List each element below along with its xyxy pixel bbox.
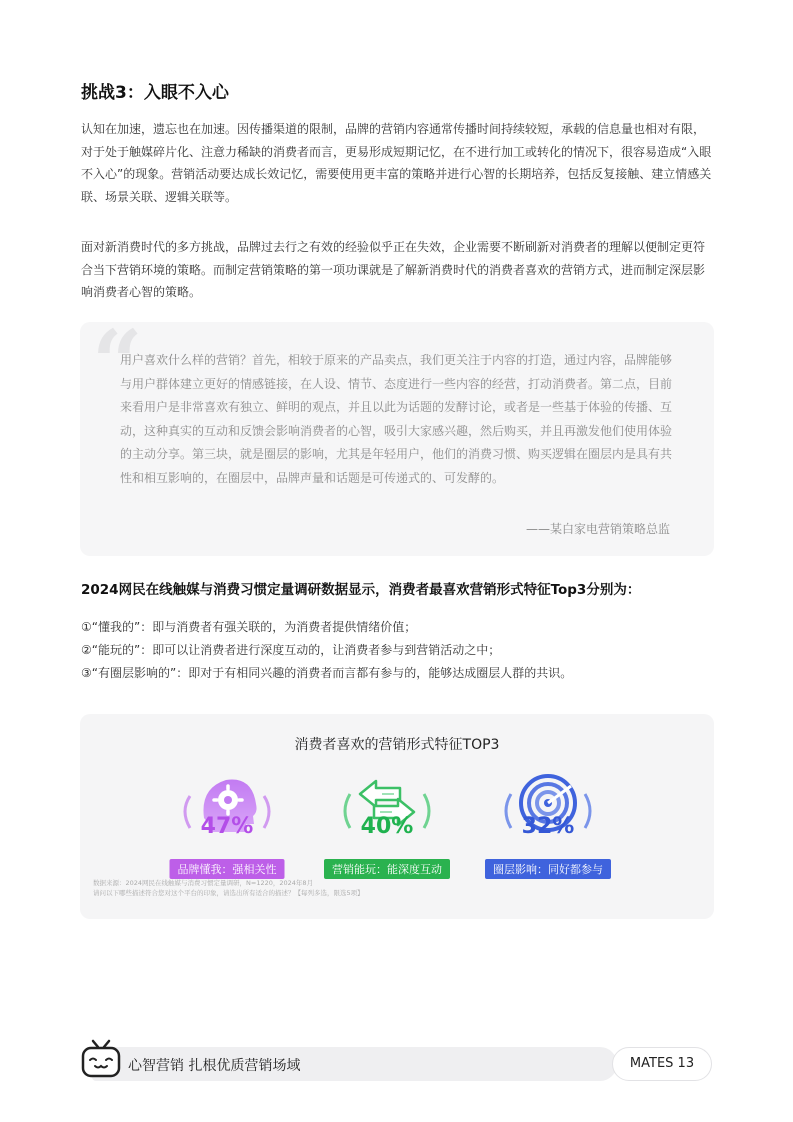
data-source-line-1: 数据来源：2024网民在线触媒与消费习惯定量调研，N=1220，2024年8月 [93, 879, 314, 887]
data-source [93, 878, 364, 898]
feature-3-label: 圈层影响：同好都参与 [485, 859, 611, 879]
feature-item-1 [152, 766, 302, 876]
chart-card [80, 714, 714, 919]
chart-title: 消费者喜欢的营销形式特征TOP3 [294, 737, 500, 753]
survey-headline: 2024网民在线触媒与消费习惯定量调研数据显示，消费者最喜欢营销形式特征Top3分别为： [81, 582, 641, 598]
feature-2-label: 营销能玩：能深度互动 [324, 859, 450, 879]
footer-title: 心智营销 扎根优质营销场域 [128, 1058, 301, 1074]
list-item: ②“能玩的”：即可以让消费者进行深度互动的，让消费者参与到营销活动之中； [81, 643, 501, 657]
data-source-line-2: 请问以下哪些描述符合您对这个平台的印象，请选出所有适合的描述？【每列多选，限选5项】 [93, 889, 364, 897]
quote-author: ——某白家电营销策略总监 [525, 522, 670, 536]
footer [80, 1047, 712, 1081]
page-number: MATES 13 [612, 1047, 712, 1081]
quote-box [80, 310, 714, 556]
feature-1-percent: 47% [200, 814, 254, 839]
feature-item-2 [312, 766, 462, 876]
feature-2-percent: 40% [360, 814, 414, 839]
section-title: 挑战3：入眼不入心 [81, 83, 229, 103]
feature-list [81, 616, 572, 685]
list-item: ①“懂我的”：即与消费者有强关联的，为消费者提供情绪价值； [81, 620, 417, 634]
quote-mark-icon: “ [92, 310, 143, 414]
feature-1-label: 品牌懂我：强相关性 [170, 859, 285, 879]
tv-mascot-icon [80, 1038, 122, 1082]
quote-text: 用户喜欢什么样的营销？首先，相较于原来的产品卖点，我们更关注于内容的打造，通过内容，品牌能够与用户群体建立更好的情感链接，在人设、情节、态度进行一些内容的经营，打动消费者。第二点，目前来看用户是非常喜欢有独立、鲜明的观点，并且以此为话题的发酵讨论，或者是一些基于体验的传播、互动，这种真实的互动和反馈会影响消费者的心智，吸引大家感兴趣，然后购买，并且再激发他们使用体验的主动分享。第三块，就是圈层的影响，尤其是年轻用户，他们的消费习惯、购买逻辑在圈层内是具有共性和相互影响的，在圈层中，品牌声量和话题是可传递式的、可发酵的。 [120, 353, 673, 485]
feature-item-3 [473, 766, 623, 876]
feature-3-percent: 32% [521, 814, 575, 839]
paragraph-1: 认知在加速，遗忘也在加速。因传播渠道的限制，品牌的营销内容通常传播时间持续较短，承载的信息量也相对有限，对于处于触媒碎片化、注意力稀缺的消费者而言，更易形成短期记忆，在不进行加工或转化的情况下，很容易造成“入眼不入心”的现象。营销活动要达成长效记忆，需要使用更丰富的策略并进行心智的长期培养，包括反复接触、建立情感关联、场景关联、逻辑关联等。 [81, 122, 712, 204]
list-item: ③“有圈层影响的”：即对于有相同兴趣的消费者而言都有参与的，能够达成圈层人群的共识。 [81, 666, 573, 680]
paragraph-2: 面对新消费时代的多方挑战，品牌过去行之有效的经验似乎正在失效，企业需要不断刷新对消费者的理解以便制定更符合当下营销环境的策略。而制定营销策略的第一项功课就是了解新消费时代的消费者喜欢的营销方式，进而制定深层影响消费者心智的策略。 [81, 240, 706, 299]
